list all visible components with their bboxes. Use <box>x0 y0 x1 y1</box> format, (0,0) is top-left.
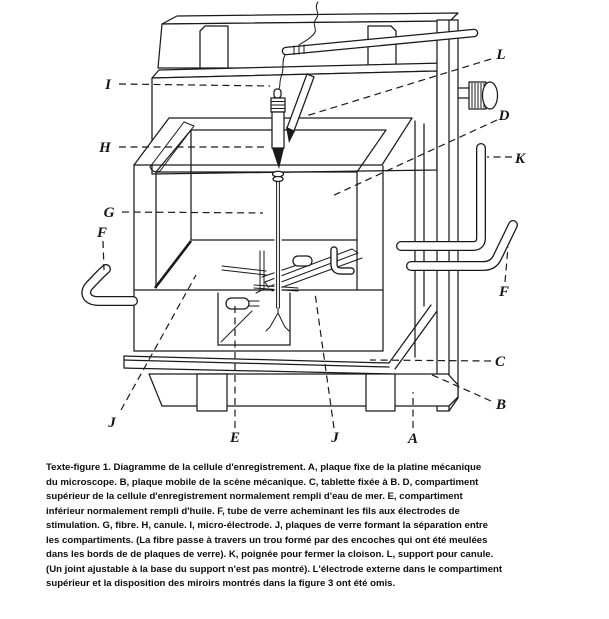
caption-line: supérieur et la disposition des miroirs montrés dans la figure 3 ont été omis. <box>46 578 396 590</box>
figure-caption <box>46 461 586 592</box>
caption-line: dans les bords de de plaques de verre). K, poignée pour fermer la cloison. L, support pour canule. <box>46 549 494 561</box>
caption-line: supérieur de la cellule d'enregistrement normalement rempli d'eau de mer. E, compartiment <box>46 491 463 503</box>
figure-label-k: K <box>514 151 526 167</box>
caption-line: les compartiments. (La fibre passe à travers un trou formé par des encoches qui ont été meulées <box>46 534 488 546</box>
stage-frame-right <box>437 20 458 411</box>
caption-line: du microscope. B, plaque mobile de la scène mécanique. C, tablette fixée à B. D, compartiment <box>46 476 479 488</box>
figure-label-a: A <box>407 431 419 447</box>
figure-label-b: B <box>495 397 507 413</box>
caption-line: inférieur normalement rempli d'huile. F, tube de verre acheminant les fils aux électrodes de <box>46 505 460 517</box>
figure-label-c: C <box>494 354 506 370</box>
figure-label-l: L <box>496 47 506 63</box>
glass-plates <box>222 249 362 291</box>
figure-label-j-bottom: J <box>331 430 339 446</box>
figure-label-i: I <box>105 77 111 93</box>
figure-label-f-left: F <box>96 225 108 241</box>
figure-label-g: G <box>103 205 115 221</box>
caption-line: Texte-figure 1. Diagramme de la cellule d'enregistrement. A, plaque fixe de la platine mécanique <box>46 462 482 473</box>
figure-label-f-right: F <box>498 284 510 300</box>
caption-line: stimulation. G, fibre. H, canule. I, micro-électrode. J, plaques de verre formant la séparation entre <box>46 520 488 532</box>
figure-label-j-left: J <box>108 415 116 431</box>
stage-knob <box>458 82 498 109</box>
figure-label-h: H <box>99 140 111 156</box>
caption-line: (Un joint ajustable à la base du support n'est pas montré). L'électrode externe dans le compartiment <box>46 563 503 575</box>
lower-compartment-detail <box>226 298 259 309</box>
base-plates <box>124 305 458 411</box>
figure-label-d: D <box>498 108 510 124</box>
handle-tube-left-f <box>86 269 133 301</box>
figure-label-e: E <box>229 430 241 446</box>
